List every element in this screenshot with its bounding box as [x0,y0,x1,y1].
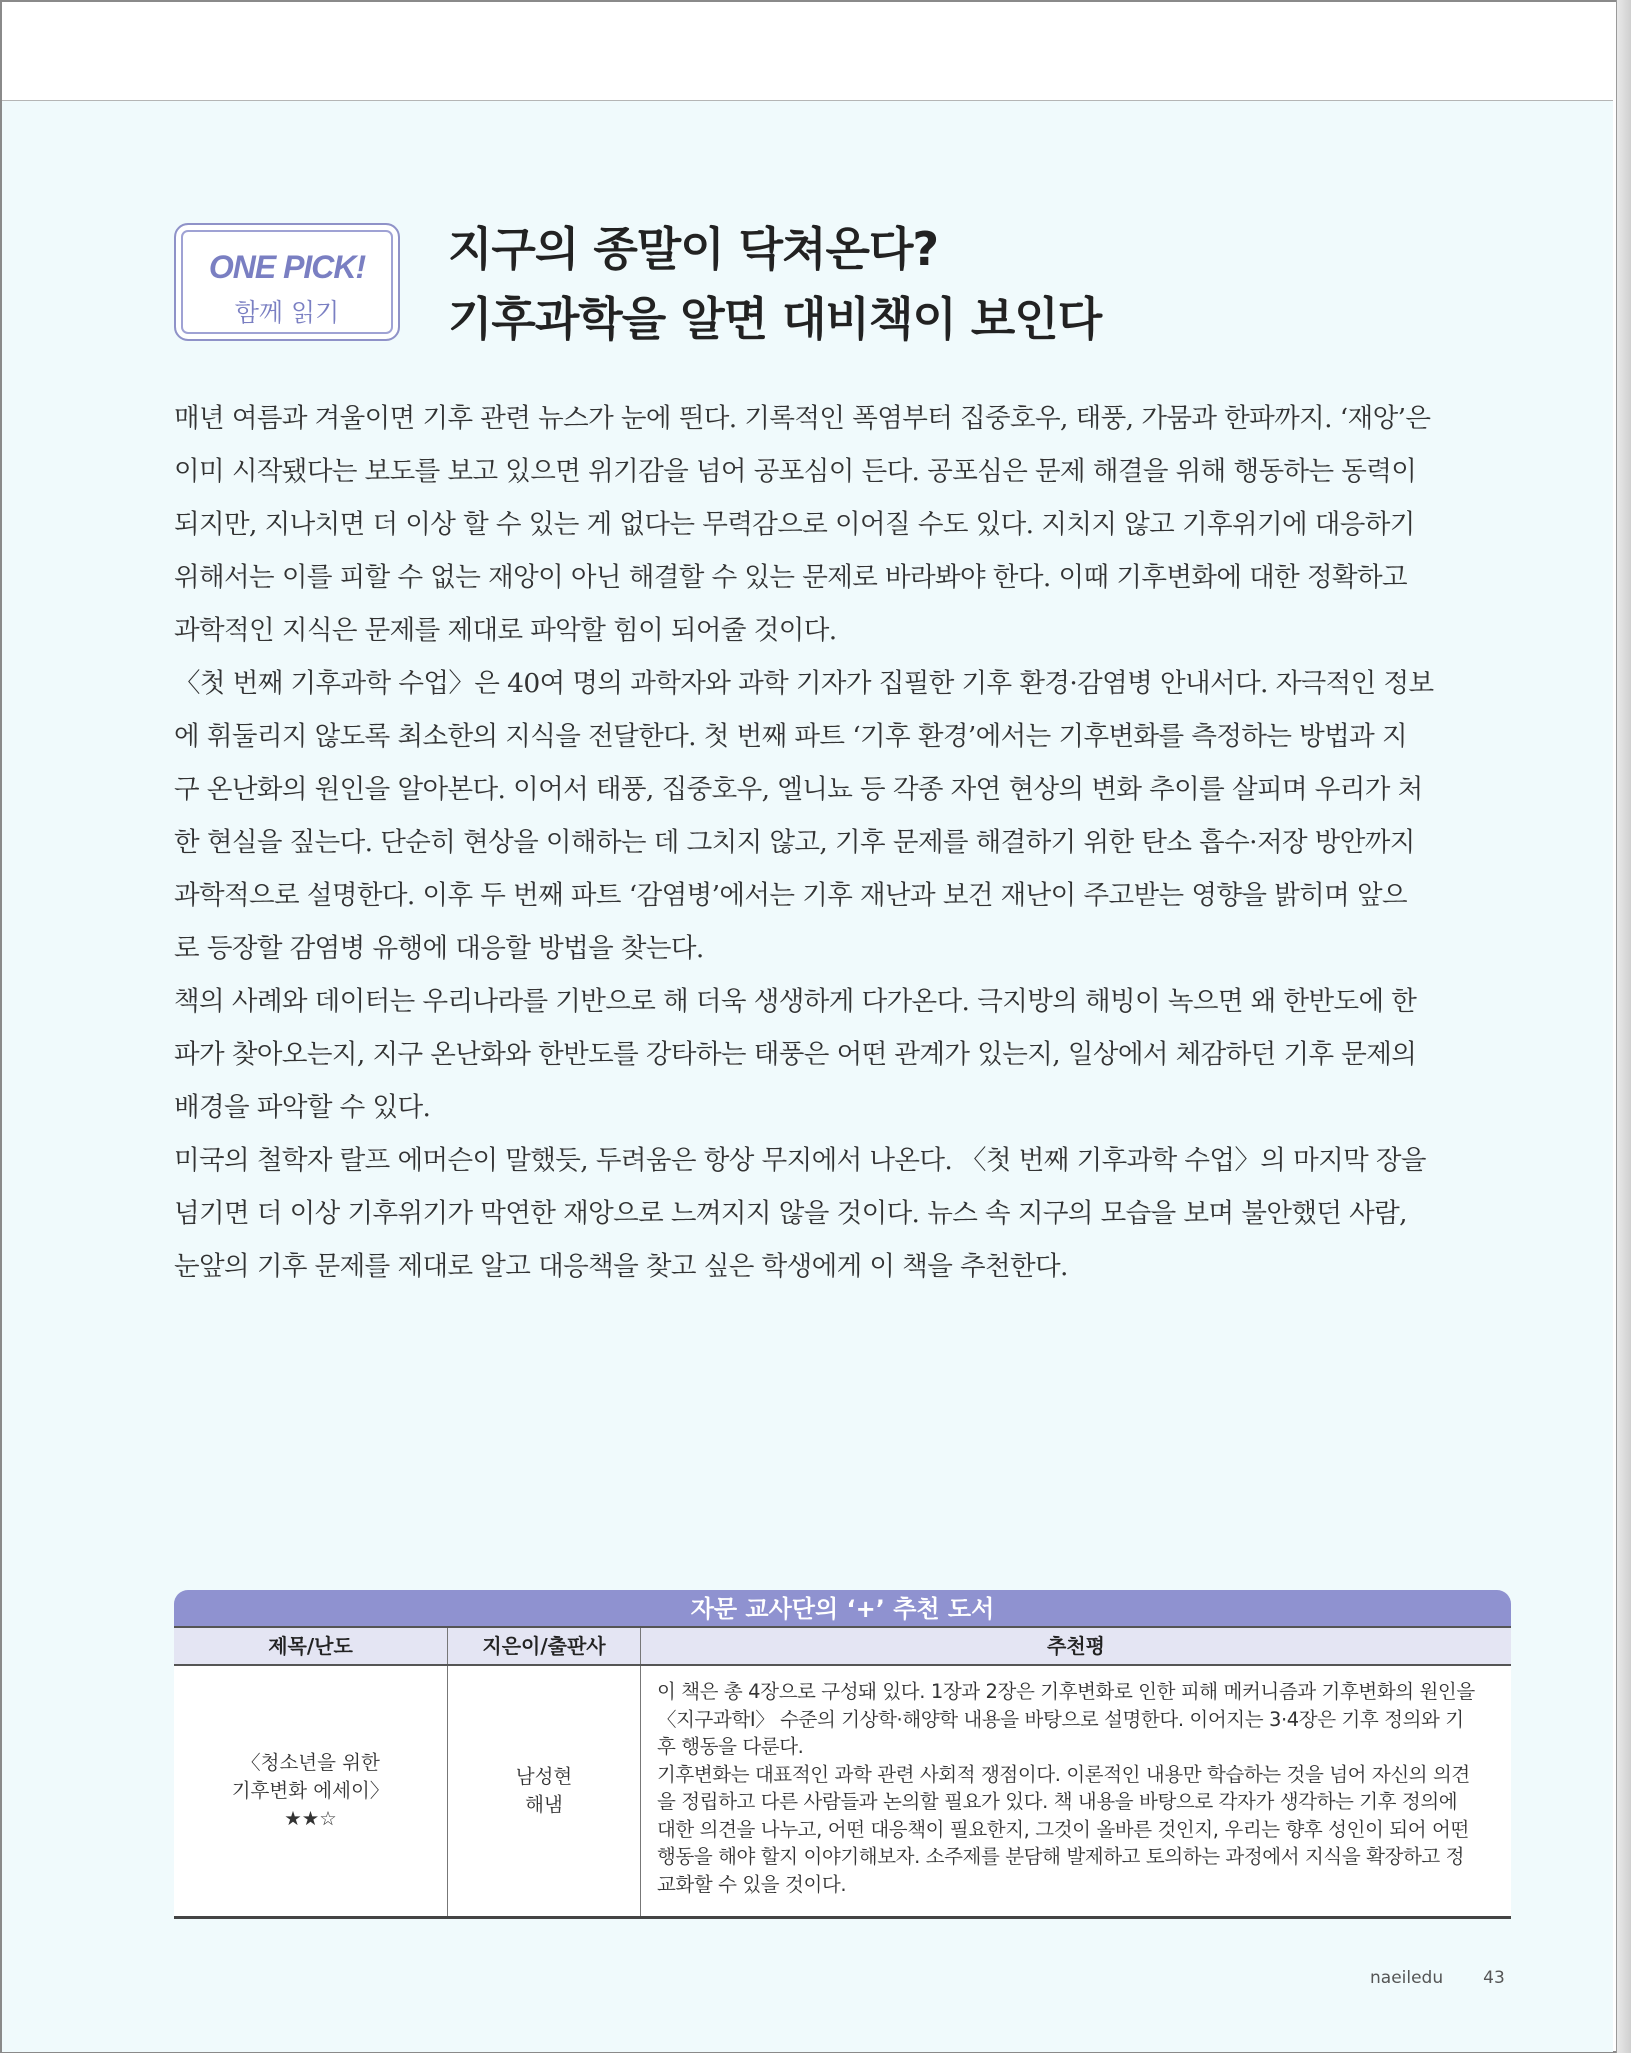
body-line: 눈앞의 기후 문제를 제대로 알고 대응책을 찾고 싶은 학생에게 이 책을 추천한다. [174,1251,1068,1282]
review-line: 〈지구과학Ⅰ〉 수준의 기상학·해양학 내용을 바탕으로 설명한다. 이어지는 3·4장은 기후 정의와 기 [657,1707,1464,1731]
table-header: 자문 교사단의 ‘+’ 추천 도서 [174,1590,1511,1626]
body-line: 〈첫 번째 기후과학 수업〉은 40여 명의 과학자와 과학 기자가 집필한 기후 환경·감염병 안내서다. 자극적인 정보 [174,668,1434,699]
headline-line: 지구의 종말이 닥쳐온다? [448,222,939,276]
review-line: 교화할 수 있을 것이다. [657,1872,847,1896]
body-line: 책의 사례와 데이터는 우리나라를 기반으로 해 더욱 생생하게 다가온다. 극지방의 해빙이 녹으면 왜 한반도에 한 [174,986,1417,1017]
body-line: 로 등장할 감염병 유행에 대응할 방법을 찾는다. [174,933,704,964]
article-body [174,392,1514,1293]
page-number: 43 [1483,1968,1505,1988]
review-line: 이 책은 총 4장으로 구성돼 있다. 1장과 2장은 기후변화로 인한 피해 메커니즘과 기후변화의 원인을 [657,1680,1475,1703]
recommendation-table [174,1590,1511,1919]
book-title-line: 기후변화 에세이〉 [231,1779,390,1802]
headline-line: 기후과학을 알면 대비책이 보인다 [448,292,1102,346]
body-line: 배경을 파악할 수 있다. [174,1092,431,1123]
review-line: 을 정립하고 다른 사람들과 논의할 필요가 있다. 책 내용을 바탕으로 각자가 생각하는 기후 정의에 [657,1790,1458,1813]
author-cell [448,1666,641,1916]
body-line: 미국의 철학자 랄프 에머슨이 말했듯, 두려움은 항상 무지에서 나온다. 〈첫 번째 기후과학 수업〉의 마지막 장을 [174,1145,1426,1176]
page-edge [1616,0,1631,2053]
body-line: 위해서는 이를 피할 수 없는 재앙이 아닌 해결할 수 있는 문제로 바라봐야 한다. 이때 기후변화에 대한 정확하고 [174,562,1407,593]
publisher-name: 해냄 [525,1793,563,1816]
author-name: 남성현 [515,1765,573,1788]
page-footer [1370,1968,1505,1988]
table-column-headers [174,1626,1511,1666]
body-line: 되지만, 지나치면 더 이상 할 수 있는 게 없다는 무력감으로 이어질 수도 있다. 지치지 않고 기후위기에 대응하기 [174,509,1415,540]
body-line: 파가 찾아오는지, 지구 온난화와 한반도를 강타하는 태풍은 어떤 관계가 있는지, 일상에서 체감하던 기후 문제의 [174,1039,1417,1070]
body-line: 과학적인 지식은 문제를 제대로 파악할 힘이 되어줄 것이다. [174,615,837,646]
review-line: 후 행동을 다룬다. [657,1735,804,1758]
column-header-review: 추천평 [1047,1634,1105,1658]
one-pick-badge [174,223,400,341]
badge-title: ONE PICK! [208,249,366,285]
article-headline [448,214,1548,354]
review-line: 기후변화는 대표적인 과학 관련 사회적 쟁점이다. 이론적인 내용만 학습하는 것을 넘어 자신의 의견 [657,1762,1470,1786]
badge-subtitle: 함께 읽기 [234,298,340,327]
book-title-cell [174,1666,448,1916]
review-cell [641,1666,1511,1916]
body-line: 구 온난화의 원인을 알아본다. 이어서 태풍, 집중호우, 엘니뇨 등 각종 자연 현상의 변화 추이를 살피며 우리가 처 [174,774,1423,805]
footer-brand: naeiledu [1370,1968,1444,1988]
column-header-author: 지은이/출판사 [448,1628,641,1664]
book-title-line: 〈청소년을 위한 [241,1751,380,1774]
column-header-title: 제목/난도 [174,1628,448,1664]
body-line: 에 휘둘리지 않도록 최소한의 지식을 전달한다. 첫 번째 파트 ‘기후 환경’에서는 기후변화를 측정하는 방법과 지 [174,721,1407,752]
body-line: 매년 여름과 겨울이면 기후 관련 뉴스가 눈에 띈다. 기록적인 폭염부터 집중호우, 태풍, 가뭄과 한파까지. ‘재앙’은 [174,403,1431,434]
table-row [174,1666,1511,1919]
review-line: 대한 의견을 나누고, 어떤 대응책이 필요한지, 그것이 올바른 것인지, 우리는 향후 성인이 되어 어떤 [657,1817,1469,1841]
difficulty-stars: ★★☆ [284,1807,337,1830]
body-line: 이미 시작됐다는 보도를 보고 있으면 위기감을 넘어 공포심이 든다. 공포심은 문제 해결을 위해 행동하는 동력이 [174,456,1417,487]
body-line: 과학적으로 설명한다. 이후 두 번째 파트 ‘감염병’에서는 기후 재난과 보건 재난이 주고받는 영향을 밝히며 앞으 [174,880,1407,911]
review-line: 행동을 해야 할지 이야기해보자. 소주제를 분담해 발제하고 토의하는 과정에서 지식을 확장하고 정 [657,1845,1465,1868]
body-line: 한 현실을 짚는다. 단순히 현상을 이해하는 데 그치지 않고, 기후 문제를 해결하기 위한 탄소 흡수·저장 방안까지 [174,827,1415,858]
body-line: 넘기면 더 이상 기후위기가 막연한 재앙으로 느껴지지 않을 것이다. 뉴스 속 지구의 모습을 보며 불안했던 사람, [174,1198,1407,1229]
